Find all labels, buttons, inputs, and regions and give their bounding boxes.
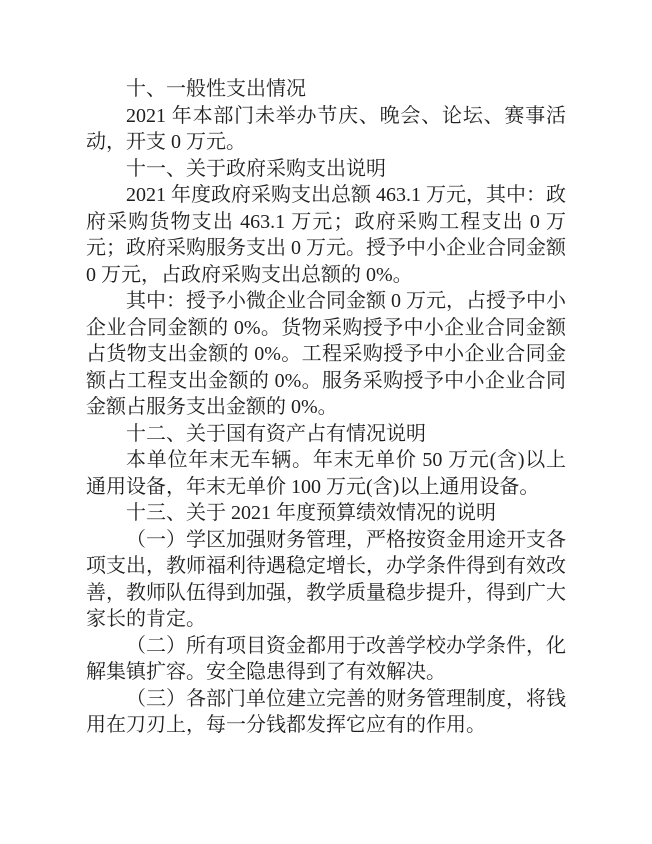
paragraph: 2021 年本部门未举办节庆、晚会、论坛、赛事活动，开支 0 万元。 [86,104,566,153]
paragraph: （一）学区加强财务管理，严格按资金用途开支各项支出，教师福利待遇稳定增长，办学条件得到有效改善，教师队伍得到加强，教学质量稳步提升，得到广大家长的肯定。 [86,528,566,630]
section-heading: 十二、关于国有资产占有情况说明 [126,422,426,445]
paragraph: （三）各部门单位建立完善的财务管理制度，将钱用在刀刃上，每一分钱都发挥它应有的作用。 [86,687,566,736]
section-heading: 十、一般性支出情况 [126,78,306,100]
document-body [86,76,566,739]
section-heading: 十三、关于 2021 年度预算绩效情况的说明 [126,502,496,524]
paragraph: 本单位年末无车辆。年末无单价 50 万元(含)以上通用设备，年末无单价 100 万元(含)以上通用设备。 [86,449,566,498]
section-heading: 十一、关于政府采购支出说明 [126,157,386,180]
paragraph: 2021 年度政府采购支出总额 463.1 万元，其中：政府采购货物支出 463.1 万元；政府采购工程支出 0 万元；政府采购服务支出 0 万元。授予中小企业合同金额 0 万元，占政府采购支出总额的 0%。 [86,184,566,286]
paragraph: 其中：授予小微企业合同金额 0 万元，占授予中小企业合同金额的 0%。货物采购授予中小企业合同金额占货物支出金额的 0%。工程采购授予中小企业合同金额占工程支出金额的 0%。服务采购授予中小企业合同金额占服务支出金额的 0%。 [86,290,566,418]
paragraph: （二）所有项目资金都用于改善学校办学条件，化解集镇扩容。安全隐患得到了有效解决。 [86,634,566,683]
